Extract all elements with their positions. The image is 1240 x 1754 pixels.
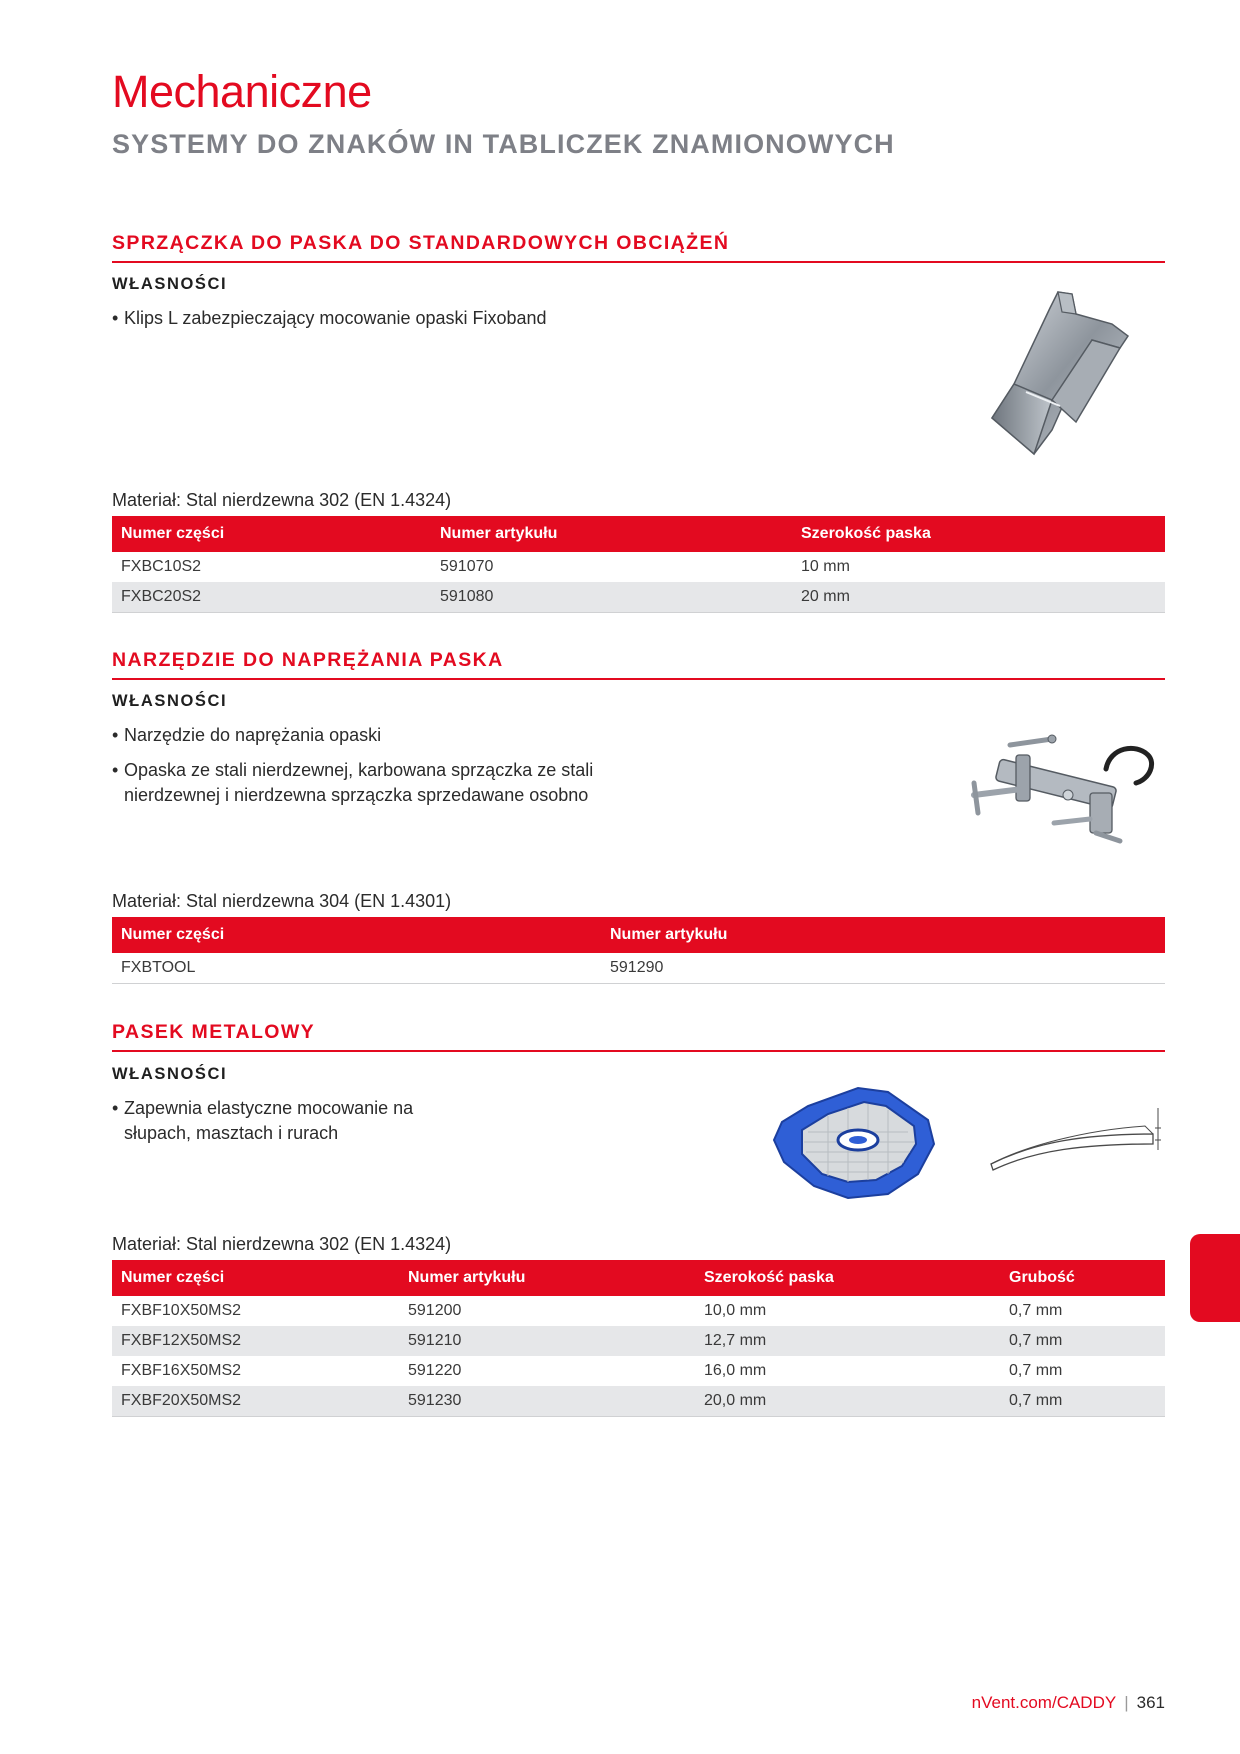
section-heading-tool: NARZĘDZIE DO NAPRĘŻANIA PASKA [112, 649, 1165, 680]
table-cell: 16,0 mm [695, 1356, 1000, 1386]
spec-table-tool [112, 917, 1165, 984]
column-header: Numer artykułu [431, 516, 792, 552]
footer-separator: | [1124, 1693, 1129, 1712]
page-title: Mechaniczne [112, 66, 372, 117]
table-cell: 10,0 mm [695, 1296, 1000, 1326]
band-profile-icon [985, 1104, 1165, 1174]
column-header: Szerokość paska [695, 1260, 1000, 1296]
bullet-item: • Klips L zabezpieczający mocowanie opaski Fixoband [112, 308, 547, 328]
band-dispenser-icon [768, 1082, 938, 1202]
bullet-item: • Zapewnia elastyczne mocowanie na słupach, masztach i rurach [112, 1098, 414, 1143]
table-header-row [112, 516, 1165, 552]
material-text: Materiał: Stal nierdzewna 304 (EN 1.4301) [112, 891, 452, 911]
table-cell: 591230 [399, 1386, 695, 1417]
material-text: Materiał: Stal nierdzewna 302 (EN 1.4324) [112, 1234, 452, 1254]
table-row [112, 1296, 1165, 1326]
bullet-item: • Opaska ze stali nierdzewnej, karbowana sprzączka ze stali nierdzewnej i nierdzewna sprzączka sprzedawane osobno [112, 760, 594, 805]
table-cell: FXBC10S2 [112, 552, 431, 582]
table-cell: 0,7 mm [1000, 1296, 1165, 1326]
table-row [112, 582, 1165, 613]
table-row [112, 1386, 1165, 1417]
table-cell: 0,7 mm [1000, 1386, 1165, 1417]
column-header: Numer artykułu [601, 917, 1165, 953]
table-cell: 591220 [399, 1356, 695, 1386]
chapter-tab [1190, 1234, 1240, 1322]
table-cell: 591080 [431, 582, 792, 613]
table-row [112, 1326, 1165, 1356]
table-header-row [112, 1260, 1165, 1296]
column-header: Numer części [112, 1260, 399, 1296]
buckle-icon [980, 288, 1140, 458]
table-row [112, 953, 1165, 984]
table-cell: FXBF10X50MS2 [112, 1296, 399, 1326]
table-row [112, 552, 1165, 582]
table-cell: FXBF16X50MS2 [112, 1356, 399, 1386]
table-cell: 20 mm [792, 582, 1165, 613]
table-cell: 10 mm [792, 552, 1165, 582]
properties-label: WŁASNOŚCI [112, 692, 228, 710]
table-cell: FXBTOOL [112, 953, 601, 984]
section-heading-band: PASEK METALOWY [112, 1021, 1165, 1052]
table-cell: 591070 [431, 552, 792, 582]
properties-label: WŁASNOŚCI [112, 1065, 228, 1083]
table-cell: FXBF20X50MS2 [112, 1386, 399, 1417]
table-cell: FXBC20S2 [112, 582, 431, 613]
column-header: Numer części [112, 917, 601, 953]
bullet-item: • Narzędzie do naprężania opaski [112, 725, 382, 745]
table-cell: 0,7 mm [1000, 1356, 1165, 1386]
table-cell: FXBF12X50MS2 [112, 1326, 399, 1356]
column-header: Numer artykułu [399, 1260, 695, 1296]
column-header: Szerokość paska [792, 516, 1165, 552]
table-cell: 591210 [399, 1326, 695, 1356]
footer-site-link[interactable]: nVent.com/CADDY [971, 1693, 1117, 1712]
table-cell: 591290 [601, 953, 1165, 984]
page-footer [972, 1693, 1165, 1713]
page-subtitle: SYSTEMY DO ZNAKÓW IN TABLICZEK ZNAMIONOWYCH [112, 129, 895, 159]
table-cell: 0,7 mm [1000, 1326, 1165, 1356]
page-number: 361 [1136, 1693, 1165, 1712]
spec-table-buckle [112, 516, 1165, 613]
table-cell: 20,0 mm [695, 1386, 1000, 1417]
section-heading-buckle: SPRZĄCZKA DO PASKA DO STANDARDOWYCH OBCIĄŻEŃ [112, 232, 1165, 263]
tensioning-tool-icon [960, 733, 1160, 853]
table-header-row [112, 917, 1165, 953]
spec-table-band [112, 1260, 1165, 1417]
properties-label: WŁASNOŚCI [112, 275, 228, 293]
table-row [112, 1356, 1165, 1386]
column-header: Numer części [112, 516, 431, 552]
table-cell: 591200 [399, 1296, 695, 1326]
column-header: Grubość [1000, 1260, 1165, 1296]
table-cell: 12,7 mm [695, 1326, 1000, 1356]
material-text: Materiał: Stal nierdzewna 302 (EN 1.4324) [112, 490, 452, 510]
